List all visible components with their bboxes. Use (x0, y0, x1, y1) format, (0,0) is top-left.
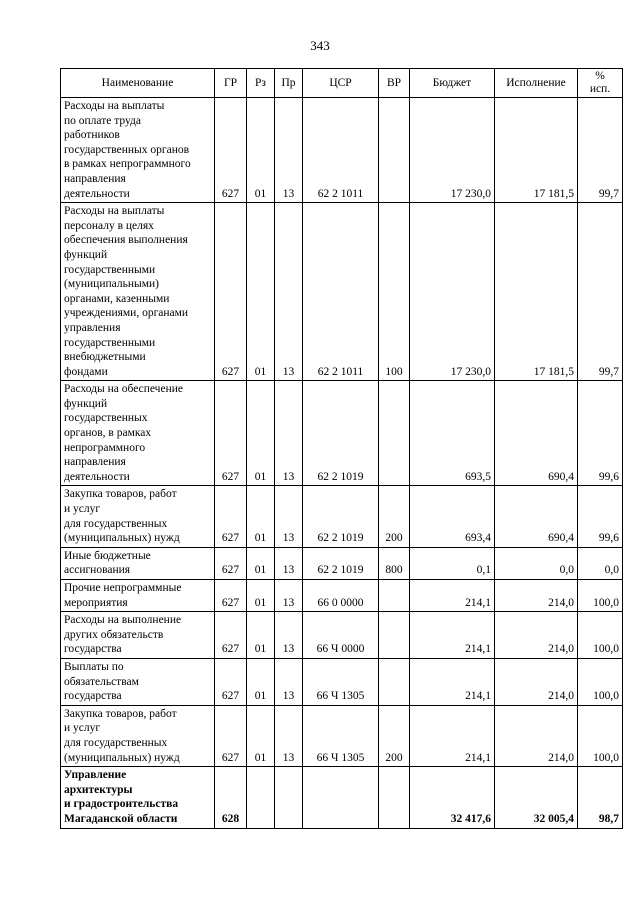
cell-vr (379, 658, 410, 705)
cell-execution: 32 005,4 (495, 767, 578, 828)
header-rz: Рз (247, 69, 275, 98)
cell-execution: 214,0 (495, 612, 578, 659)
cell-pr: 13 (275, 612, 303, 659)
cell-pr: 13 (275, 98, 303, 203)
cell-pr: 13 (275, 203, 303, 381)
cell-vr: 100 (379, 203, 410, 381)
header-vr: ВР (379, 69, 410, 98)
cell-pr: 13 (275, 381, 303, 486)
cell-execution: 0,0 (495, 547, 578, 579)
cell-gr: 627 (215, 612, 247, 659)
cell-rz: 01 (247, 580, 275, 612)
cell-csr: 62 2 1019 (303, 381, 379, 486)
cell-percent: 99,7 (578, 98, 623, 203)
cell-vr (379, 98, 410, 203)
table-row (61, 486, 623, 547)
header-percent: % исп. (578, 69, 623, 98)
cell-execution: 214,0 (495, 580, 578, 612)
cell-name: Закупка товаров, работ и услуг для государственных (муниципальных) нужд (61, 486, 215, 547)
table-row (61, 658, 623, 705)
cell-gr: 627 (215, 580, 247, 612)
cell-budget: 214,1 (410, 705, 495, 766)
cell-budget: 214,1 (410, 580, 495, 612)
cell-execution: 690,4 (495, 381, 578, 486)
cell-gr: 627 (215, 486, 247, 547)
table-row (61, 612, 623, 659)
cell-vr: 800 (379, 547, 410, 579)
cell-rz: 01 (247, 486, 275, 547)
cell-csr: 62 2 1011 (303, 203, 379, 381)
cell-csr: 66 0 0000 (303, 580, 379, 612)
cell-name: Прочие непрограммные мероприятия (61, 580, 215, 612)
cell-gr: 627 (215, 705, 247, 766)
cell-csr: 66 Ч 1305 (303, 658, 379, 705)
cell-execution: 214,0 (495, 705, 578, 766)
cell-name: Расходы на обеспечение функций государственных органов, в рамках непрограммного направления деятельности (61, 381, 215, 486)
cell-name: Расходы на выплаты персоналу в целях обеспечения выполнения функций государственными (муниципальными) органами, казенными учреждениями, органами управления государственными внебюджетными фондами (61, 203, 215, 381)
table-header-row (61, 69, 623, 98)
cell-pr: 13 (275, 486, 303, 547)
cell-vr (379, 767, 410, 828)
cell-vr (379, 381, 410, 486)
cell-percent: 100,0 (578, 580, 623, 612)
cell-budget: 17 230,0 (410, 98, 495, 203)
cell-budget: 0,1 (410, 547, 495, 579)
table-row (61, 98, 623, 203)
cell-rz (247, 767, 275, 828)
cell-percent: 99,7 (578, 203, 623, 381)
budget-table (60, 68, 623, 829)
cell-budget: 214,1 (410, 658, 495, 705)
cell-budget: 17 230,0 (410, 203, 495, 381)
page-number: 343 (310, 38, 330, 53)
cell-rz: 01 (247, 203, 275, 381)
cell-pr: 13 (275, 658, 303, 705)
cell-gr: 627 (215, 381, 247, 486)
cell-csr: 62 2 1019 (303, 486, 379, 547)
cell-gr: 627 (215, 98, 247, 203)
cell-rz: 01 (247, 98, 275, 203)
cell-csr (303, 767, 379, 828)
header-execution: Исполнение (495, 69, 578, 98)
cell-percent: 0,0 (578, 547, 623, 579)
cell-name: Выплаты по обязательствам государства (61, 658, 215, 705)
cell-rz: 01 (247, 705, 275, 766)
cell-name: Расходы на выплаты по оплате труда работников государственных органов в рамках непрограммного направления деятельности (61, 98, 215, 203)
cell-percent: 99,6 (578, 486, 623, 547)
cell-vr (379, 612, 410, 659)
header-pr: Пр (275, 69, 303, 98)
cell-budget: 32 417,6 (410, 767, 495, 828)
cell-vr (379, 580, 410, 612)
table-row (61, 767, 623, 828)
table-body (61, 98, 623, 829)
cell-name: Иные бюджетные ассигнования (61, 547, 215, 579)
cell-csr: 62 2 1019 (303, 547, 379, 579)
cell-csr: 62 2 1011 (303, 98, 379, 203)
cell-execution: 17 181,5 (495, 203, 578, 381)
table-row (61, 705, 623, 766)
cell-percent: 100,0 (578, 612, 623, 659)
cell-rz: 01 (247, 381, 275, 486)
cell-execution: 17 181,5 (495, 98, 578, 203)
cell-vr: 200 (379, 486, 410, 547)
cell-budget: 693,5 (410, 381, 495, 486)
table-row (61, 203, 623, 381)
cell-gr: 627 (215, 547, 247, 579)
cell-rz: 01 (247, 658, 275, 705)
cell-percent: 100,0 (578, 705, 623, 766)
cell-budget: 693,4 (410, 486, 495, 547)
cell-pr: 13 (275, 705, 303, 766)
cell-gr: 627 (215, 658, 247, 705)
table-row (61, 547, 623, 579)
table-row (61, 580, 623, 612)
header-budget: Бюджет (410, 69, 495, 98)
header-name: Наименование (61, 69, 215, 98)
cell-name: Управление архитектуры и градостроительства Магаданской области (61, 767, 215, 828)
cell-name: Закупка товаров, работ и услуг для государственных (муниципальных) нужд (61, 705, 215, 766)
cell-csr: 66 Ч 0000 (303, 612, 379, 659)
cell-execution: 214,0 (495, 658, 578, 705)
cell-pr (275, 767, 303, 828)
cell-vr: 200 (379, 705, 410, 766)
cell-pr: 13 (275, 547, 303, 579)
cell-percent: 100,0 (578, 658, 623, 705)
cell-budget: 214,1 (410, 612, 495, 659)
cell-percent: 98,7 (578, 767, 623, 828)
cell-csr: 66 Ч 1305 (303, 705, 379, 766)
header-gr: ГР (215, 69, 247, 98)
cell-rz: 01 (247, 547, 275, 579)
cell-pr: 13 (275, 580, 303, 612)
cell-name: Расходы на выполнение других обязательств государства (61, 612, 215, 659)
header-csr: ЦСР (303, 69, 379, 98)
cell-execution: 690,4 (495, 486, 578, 547)
table-row (61, 381, 623, 486)
cell-rz: 01 (247, 612, 275, 659)
cell-percent: 99,6 (578, 381, 623, 486)
cell-gr: 628 (215, 767, 247, 828)
cell-gr: 627 (215, 203, 247, 381)
